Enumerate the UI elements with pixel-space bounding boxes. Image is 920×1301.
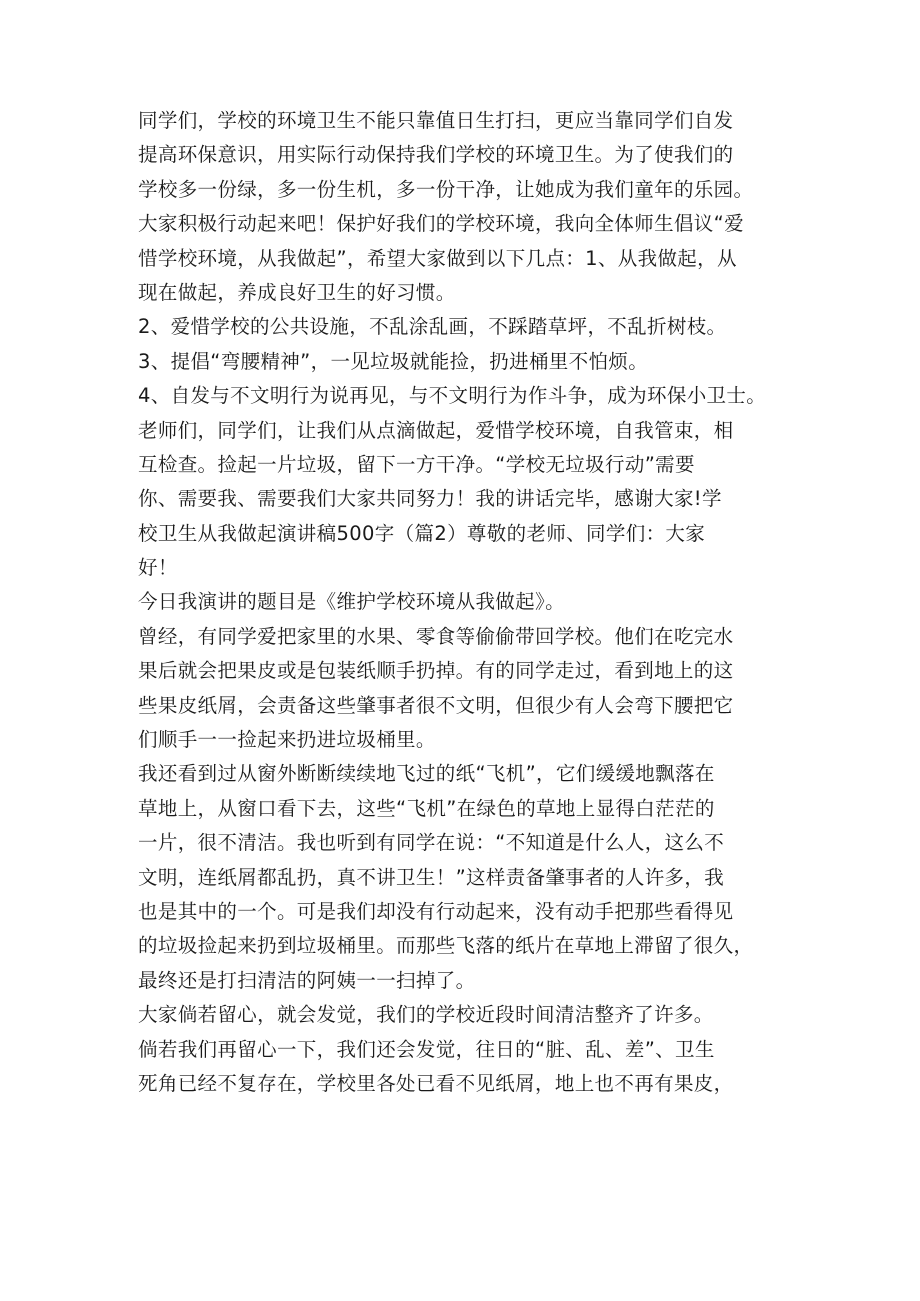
text-line: 我还看到过从窗外断断续续地飞过的纸“飞机”，它们缓缓地飘落在 xyxy=(138,762,715,786)
document-body xyxy=(138,104,818,1101)
text-line: 提高环保意识，用实际行动保持我们学校的环境卫生。为了使我们的 xyxy=(138,143,734,167)
text-line: 同学们，学校的环境卫生不能只靠值日生打扫，更应当靠同学们自发 xyxy=(138,109,734,132)
text-line: 大家积极行动起来吧！保护好我们的学校环境，我向全体师生倡议“爱 xyxy=(138,212,744,236)
text-line: 4、自发与不文明行为说再见，与不文明行为作斗争，成为环保小卫士。 xyxy=(138,384,767,408)
text-line: 互检查。捡起一片垃圾，留下一方干净。“学校无垃圾行动”需要 xyxy=(138,452,695,476)
text-line: 果后就会把果皮或是包装纸顺手扔掉。有的同学走过，看到地上的这 xyxy=(138,659,734,683)
text-line: 文明，连纸屑都乱扔，真不讲卫生！”这样责备肇事者的人许多，我 xyxy=(138,865,725,889)
text-line: 你、需要我、需要我们大家共同努力！我的讲话完毕，感谢大家!学 xyxy=(138,487,722,511)
text-line: 惜学校环境，从我做起”，希望大家做到以下几点：1、从我做起，从 xyxy=(138,246,737,270)
text-line: 草地上，从窗口看下去，这些“飞机”在绿色的草地上显得白茫茫的 xyxy=(138,796,715,820)
text-line: 好！ xyxy=(138,556,178,580)
text-line: 些果皮纸屑，会责备这些肇事者很不文明，但很少有人会弯下腰把它 xyxy=(138,693,734,717)
text-line: 老师们，同学们，让我们从点滴做起，爱惜学校环境，自我管束，相 xyxy=(138,418,734,442)
text-line: 们顺手一一捡起来扔进垃圾桶里。 xyxy=(138,728,436,752)
text-line: 一片，很不清洁。我也听到有同学在说：“不知道是什么人，这么不 xyxy=(138,831,725,855)
text-line: 的垃圾捡起来扔到垃圾桶里。而那些飞落的纸片在草地上滞留了很久， xyxy=(138,934,754,958)
text-line: 2、爱惜学校的公共设施，不乱涂乱画，不踩踏草坪，不乱折树枝。 xyxy=(138,315,727,339)
text-line: 也是其中的一个。可是我们却没有行动起来，没有动手把那些看得见 xyxy=(138,899,734,923)
text-line: 现在做起，养成良好卫生的好习惯。 xyxy=(138,280,456,304)
text-line: 倘若我们再留心一下，我们还会发觉，往日的“脏、乱、差”、卫生 xyxy=(138,1037,715,1061)
text-line: 最终还是打扫清洁的阿姨一一扫掉了。 xyxy=(138,968,476,992)
text-line: 3、提倡“弯腰精神”，一见垃圾就能捡，扔进桶里不怕烦。 xyxy=(138,349,649,373)
text-line: 今日我演讲的题目是《维护学校环境从我做起》。 xyxy=(138,590,565,614)
text-line: 曾经，有同学爱把家里的水果、零食等偷偷带回学校。他们在吃完水 xyxy=(138,624,734,648)
text-line: 大家倘若留心，就会发觉，我们的学校近段时间清洁整齐了许多。 xyxy=(138,1003,714,1027)
text-line: 校卫生从我做起演讲稿500字（篇2）尊敬的老师、同学们：大家 xyxy=(138,521,706,545)
text-line: 学校多一份绿，多一份生机，多一份干净，让她成为我们童年的乐园。 xyxy=(138,177,754,201)
text-line: 死角已经不复存在，学校里各处已看不见纸屑，地上也不再有果皮， xyxy=(138,1071,734,1095)
